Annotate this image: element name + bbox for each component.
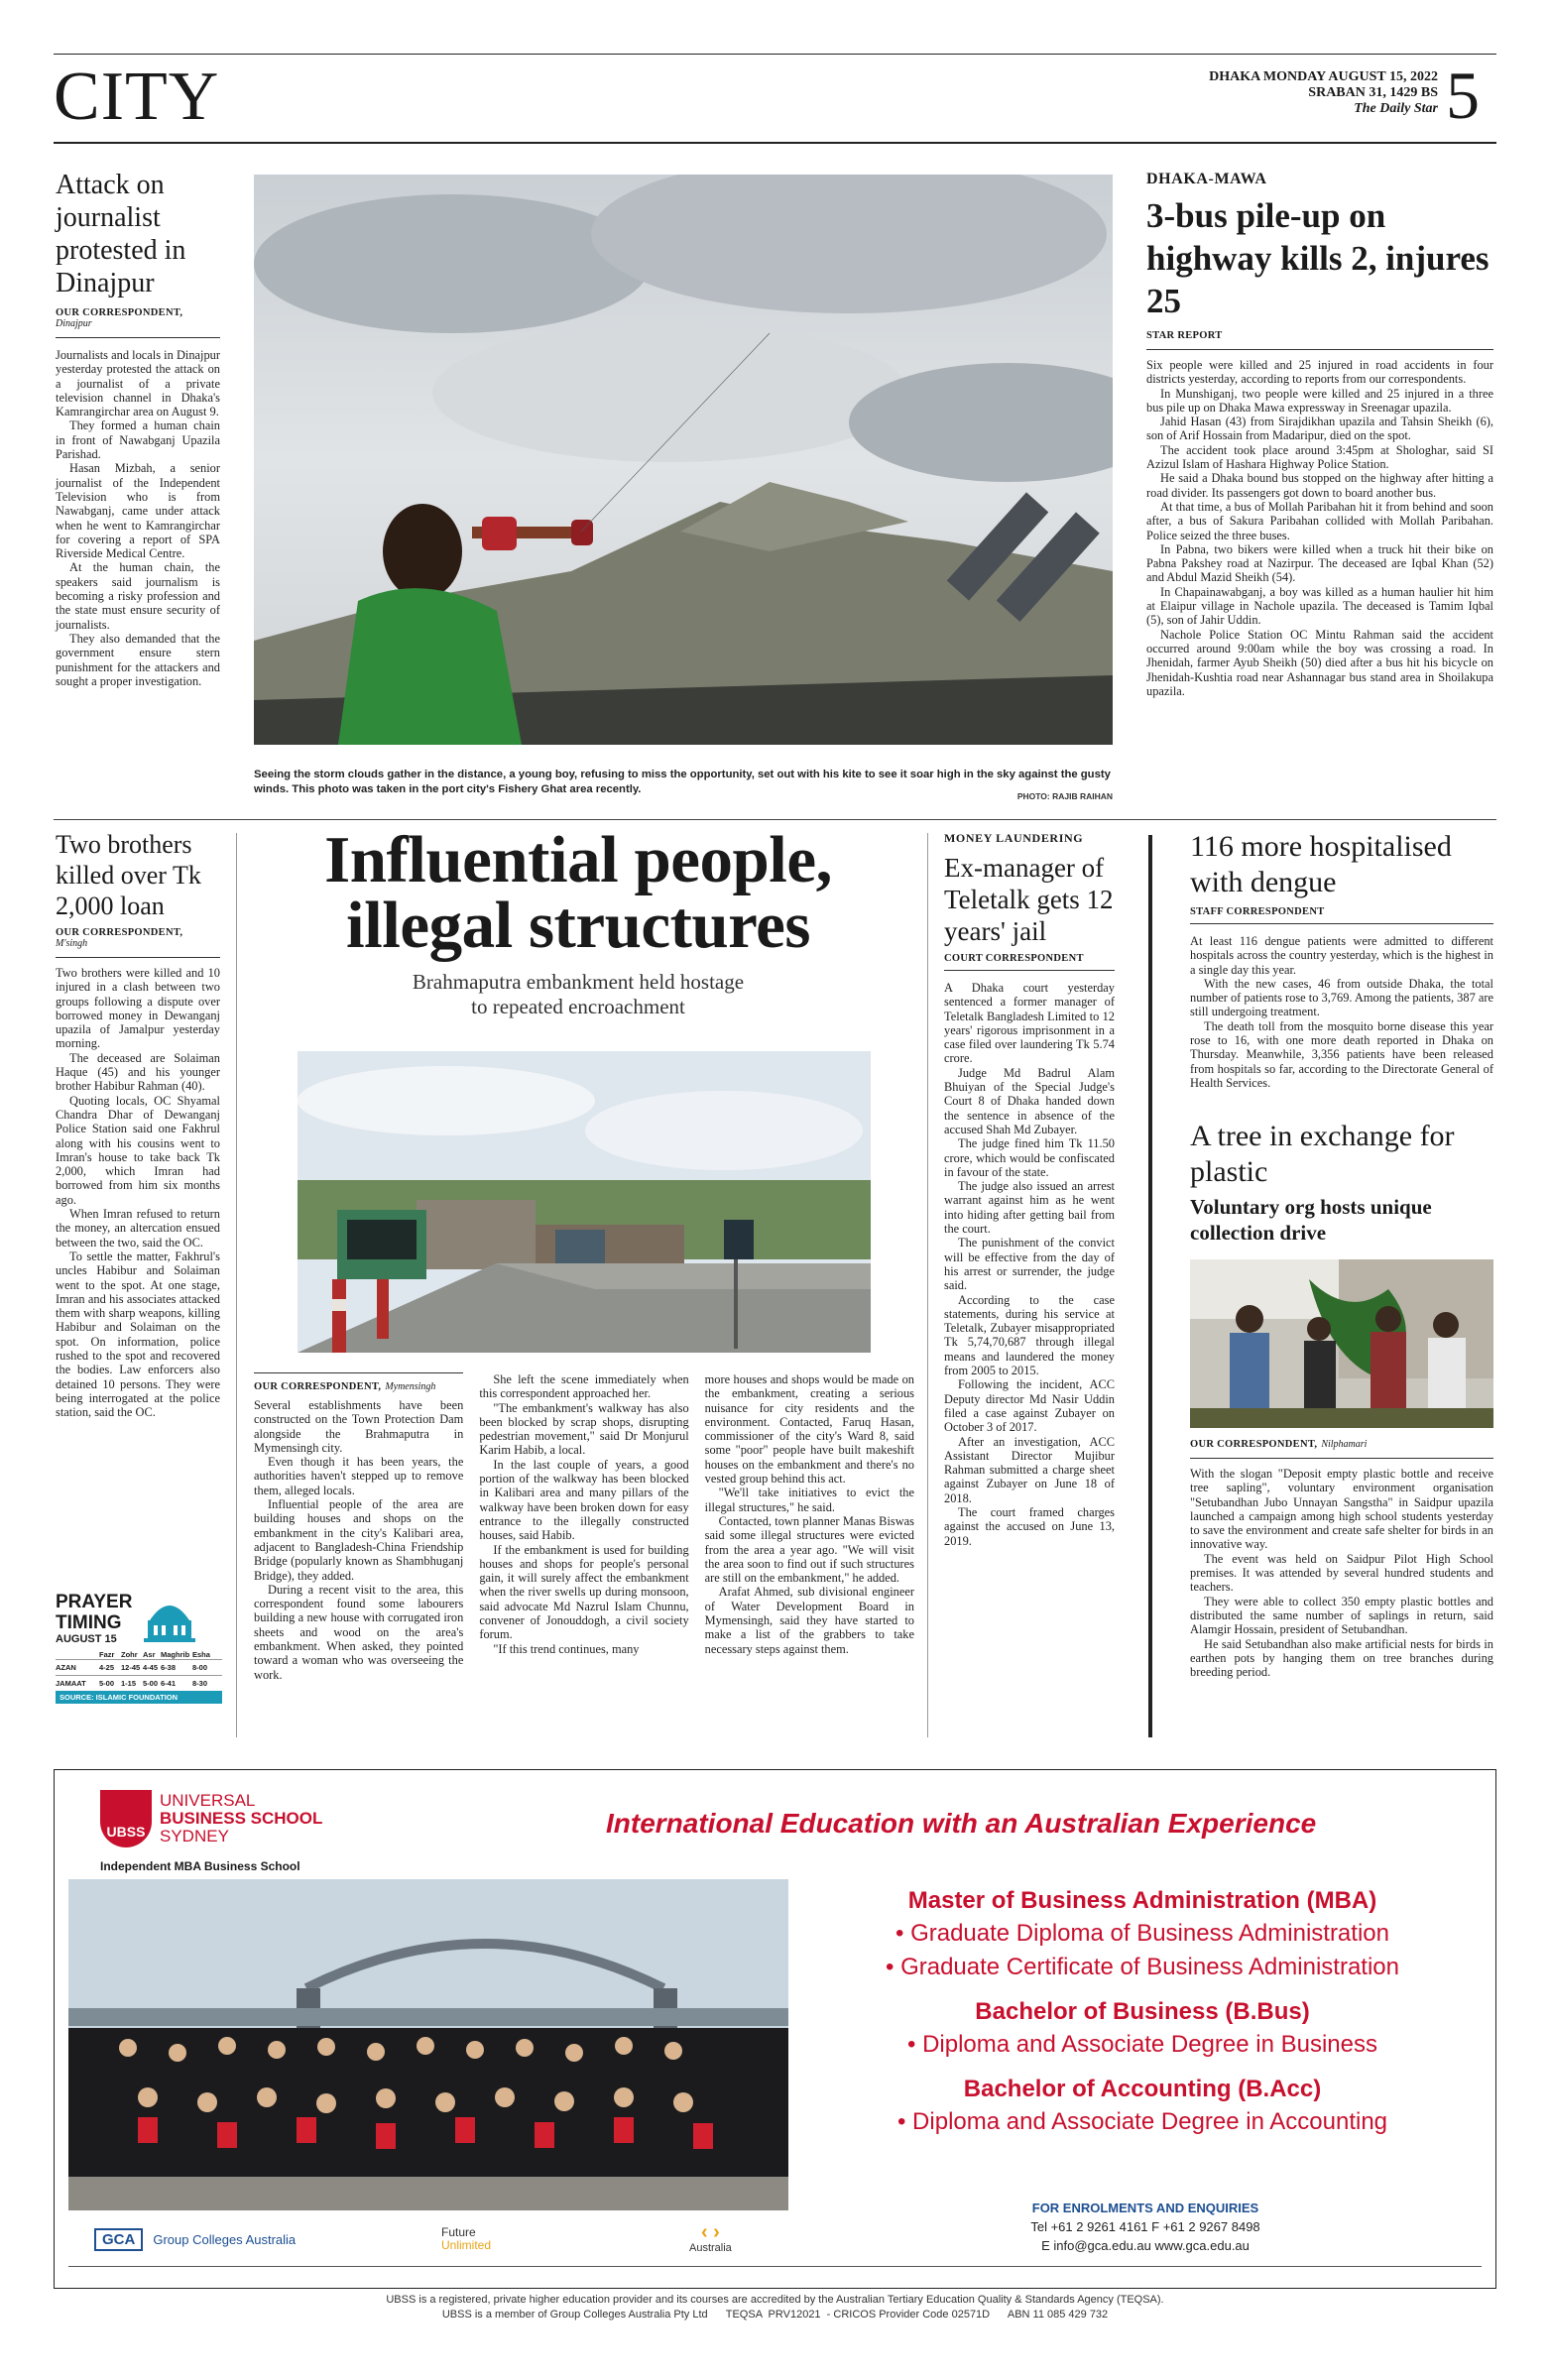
- prayer-title: [56, 1592, 132, 1646]
- teletalk-p1: A Dhaka court yesterday sentenced a former manager of Teletalk Bangladesh Limited to 12 years' rigorous imprisonment in a case filed over laundering Tk 5.74 crore.: [944, 981, 1115, 1066]
- main-byline-block: [254, 1372, 463, 1394]
- australia-logo: [689, 2222, 732, 2254]
- program-list: [800, 1885, 1485, 2139]
- brothers-story: [56, 829, 220, 1420]
- bus-p8: In Chapainawabganj, a boy was killed as a human haulier hit him at Elaipur village in Nachole upazila. The deceased is Tamim Iqbal (5), son of Jahir Uddin.: [1146, 584, 1493, 628]
- tree-headline: A tree in exchange for plastic: [1190, 1120, 1455, 1188]
- bus-p3: Jahid Hasan (43) from Sirajdikhan upazila and Tahsin Sheikh (6), son of Arif Hossain from Madaripur, died on the spot.: [1146, 415, 1493, 443]
- future-unlimited-logo: [441, 2226, 491, 2252]
- prayer-header: [56, 1591, 222, 1646]
- enrol-phone: Tel +61 2 9261 4161 F +61 2 9267 8498: [1030, 2219, 1260, 2234]
- unlimited-text: Unlimited: [441, 2238, 492, 2252]
- prayer-head-asr: Asr: [143, 1650, 156, 1659]
- teletalk-story: [944, 831, 1115, 1548]
- prayer-head-esha: Esha: [192, 1650, 210, 1659]
- brothers-p4: When Imran refused to return the money, an altercation ensued between the two, said the OC.: [56, 1207, 220, 1250]
- prayer-jamaat-time: 8-30: [192, 1679, 208, 1688]
- brothers-place: M'singh: [56, 938, 88, 949]
- enrolment-contact: [947, 2199, 1344, 2255]
- enrol-email[interactable]: E info@gca.edu.au www.gca.edu.au: [1041, 2238, 1250, 2253]
- bus-p5: He said a Dhaka bound bus stopped on the highway after hitting a road divider. Its passengers got down to board another bus.: [1146, 471, 1493, 500]
- dinajpur-p3: Hasan Mizbah, a senior journalist of the Independent Television who is from Nawabganj, came under attack when he went to Kamrangirchar for covering a report of SPA Riverside Medical Centre.: [56, 461, 220, 561]
- teletalk-p3: The judge fined him Tk 11.50 crore, which would be confiscated in favour of the state.: [944, 1136, 1115, 1179]
- kite-boy-photo: [254, 175, 1113, 745]
- main-c3-p4: Arafat Ahmed, sub divisional engineer of Water Development Board in Mymensingh, said they have started to make a list of the grabbers to take necessary steps against them.: [704, 1585, 914, 1656]
- bus-p2: In Munshiganj, two people were killed and 25 injured in a three bus pile up on Dhaka Mawa expressway in Sreenagar upazila.: [1146, 386, 1493, 415]
- ad-footer-line1: UBSS is a registered, private higher education provider and its courses are accredited by the Australian Tertiary Education Quality & Standards Agency (TEQSA).: [386, 2294, 1164, 2306]
- ubss-tagline: Independent MBA Business School: [100, 1859, 300, 1873]
- main-col-3: [705, 1372, 914, 1682]
- prayer-azan-time: 4-45: [143, 1663, 159, 1672]
- tree-photo: [1190, 1259, 1493, 1428]
- top-rule: [54, 54, 1496, 55]
- dinajpur-headline: Attack on journalist protested in Dinajpur: [56, 170, 186, 298]
- brothers-byline: OUR CORRESPONDENT,: [56, 927, 183, 938]
- gca-name: Group Colleges Australia: [153, 2232, 297, 2247]
- ubss-name-2: BUSINESS SCHOOL: [160, 1809, 323, 1828]
- program-bacc-item: • Diploma and Associate Degree in Accounting: [896, 2108, 1388, 2135]
- brothers-body: [56, 957, 220, 1420]
- ubss-logo: [100, 1790, 322, 1847]
- enrol-title: FOR ENROLMENTS AND ENQUIRIES: [1031, 2201, 1259, 2215]
- ubss-name-3: SYDNEY: [160, 1827, 229, 1845]
- tree-illustration: [1190, 1259, 1493, 1428]
- bus-headline: 3-bus pile-up on highway kills 2, injures 25: [1146, 196, 1490, 320]
- program-bacc-title: Bachelor of Accounting (B.Acc): [963, 2076, 1322, 2102]
- gca-badge: GCA: [94, 2228, 143, 2251]
- program-bbus: [800, 1996, 1485, 2062]
- masthead-rule: [54, 142, 1496, 144]
- program-mba: [800, 1885, 1485, 1984]
- ubss-shield-icon: UBSS: [100, 1790, 152, 1847]
- dinajpur-p2: They formed a human chain in front of Nawabganj Upazila Parishad.: [56, 418, 220, 462]
- bus-p1: Six people were killed and 25 injured in road accidents in four districts yesterday, according to reports from our correspondents.: [1146, 358, 1493, 387]
- graduation-photo: [68, 1879, 788, 2210]
- dinajpur-p4: At the human chain, the speakers said journalism is becoming a risky profession and the state must ensure security of journalists.: [56, 560, 220, 632]
- tree-p1: With the slogan "Deposit empty plastic bottle and receive tree sapling", voluntary environment organisation "Setubandhan Jubo Unnayan Sangstha" in Saidpur upazila launched a campaign among high school students yesterday to save the environment and create safe shelter for birds in an innovative way.: [1190, 1467, 1493, 1552]
- ubss-advertisement[interactable]: [54, 1769, 1496, 2289]
- main-col-1: [254, 1372, 463, 1682]
- bus-p9: Nachole Police Station OC Mintu Rahman said the accident occurred around 9:00am while the boy was crossing a road. In Jhenidah, farmer Ayub Sheikh (50) died after a bus hit his bicycle on Jhenidah-Kushtia road near Ashannagar bus stand area in Shoilakupa upazila.: [1146, 627, 1493, 698]
- main-c2-p5: "If this trend continues, many: [493, 1641, 640, 1656]
- prayer-azan-time: 8-00: [192, 1663, 208, 1672]
- program-bacc: [800, 2074, 1485, 2139]
- teletalk-p9: The court framed charges against the accused on June 13, 2019.: [944, 1504, 1115, 1548]
- prayer-table: [56, 1650, 222, 1704]
- prayer-row-azan: [56, 1659, 222, 1675]
- bus-byline: STAR REPORT: [1146, 330, 1223, 341]
- prayer-azan-time: 6-38: [161, 1663, 177, 1672]
- col-divider-main-teletalk: [927, 833, 928, 1737]
- photo-credit: PHOTO: RAJIB RAIHAN: [1016, 791, 1113, 801]
- main-byline: OUR CORRESPONDENT,: [254, 1381, 382, 1392]
- prayer-title-2: TIMING: [56, 1611, 122, 1633]
- ad-footer-line2: UBSS is a member of Group Colleges Australia Pty Ltd TEQSA PRV12021 - CRICOS Provider Code 02571D ABN 11 085 429 732: [441, 2309, 1109, 2320]
- embankment-photo: [298, 1051, 871, 1353]
- prayer-head-fazr: Fazr: [99, 1650, 115, 1659]
- australia-text: Australia: [689, 2242, 732, 2254]
- australia-chevron-icon: ‹ ›: [700, 2221, 720, 2243]
- dengue-byline: STAFF CORRESPONDENT: [1190, 906, 1325, 917]
- tree-story: [1190, 1119, 1493, 1679]
- main-c2-p3: In the last couple of years, a good portion of the walkway has been blocked in Kalibari area and many pillars of the walkway have been broken down for easy entrance to the illegally constructed houses, said Habib.: [479, 1457, 689, 1543]
- tree-subhead: Voluntary org hosts unique collection drive: [1190, 1195, 1432, 1245]
- program-mba-item: • Graduate Diploma of Business Administration: [895, 1920, 1389, 1947]
- dinajpur-byline-block: [56, 307, 220, 329]
- prayer-jamaat-label: JAMAAT: [56, 1679, 86, 1688]
- prayer-row-jamaat: [56, 1675, 222, 1691]
- prayer-jamaat-time: 6-41: [161, 1679, 177, 1688]
- prayer-jamaat-time: 5-00: [143, 1679, 159, 1688]
- prayer-head-zohr: Zohr: [121, 1650, 138, 1659]
- main-c2-p4: If the embankment is used for building houses and shops for people's personal gain, it will surely affect the embankment when the river swells up during monsoon, said advocate Md Nazrul Islam Chunnu, convener of Jonouddogh, a civil society forum.: [479, 1542, 689, 1642]
- brothers-p2: The deceased are Solaiman Haque (45) and his younger brother Habibur Rahman (40).: [56, 1050, 220, 1094]
- ad-headline: International Education with an Australian Experience: [606, 1808, 1317, 1839]
- tree-byline: OUR CORRESPONDENT,: [1190, 1439, 1318, 1450]
- dengue-p1: At least 116 dengue patients were admitted to different hospitals across the country yesterday, which is the highest in a single day this year.: [1190, 934, 1493, 977]
- program-bbus-item: • Diploma and Associate Degree in Business: [907, 2031, 1377, 2058]
- ubss-name: [160, 1792, 322, 1845]
- main-subhead-line1: Brahmaputra embankment held hostage: [412, 970, 745, 994]
- main-body: [254, 1372, 914, 1682]
- main-c1-p1: Several establishments have been constructed on the Town Protection Dam alongside the Brahmaputra in Mymensingh city.: [254, 1398, 464, 1455]
- teletalk-body: [944, 970, 1115, 1548]
- prayer-title-1: PRAYER: [56, 1591, 133, 1612]
- bus-p7: In Pabna, two bikers were killed when a truck hit their bike on Pabna Pakshey road at Nazirpur. The deceased are Iqbal Khan (52) and Abdul Mazid Sheikh (54).: [1146, 541, 1493, 585]
- teletalk-p8: After an investigation, ACC Assistant Director Mujibur Rahman submitted a charge sheet against Zubayer on June 18 of 2018.: [944, 1434, 1115, 1505]
- kite-boy-illustration: [254, 175, 1113, 745]
- prayer-jamaat-time: 5-00: [99, 1679, 115, 1688]
- graduation-illustration: [68, 1879, 788, 2210]
- embankment-illustration: [298, 1051, 871, 1353]
- teletalk-kicker: MONEY LAUNDERING: [944, 831, 1084, 845]
- brothers-p3: Quoting locals, OC Shyamal Chandra Dhar of Dewanganj Police Station said one Fakhrul along with his cousins went to Imran's house to take back Tk 2,000, which Imran had borrowed from him six months ago.: [56, 1093, 220, 1207]
- program-bbus-title: Bachelor of Business (B.Bus): [975, 1998, 1310, 2025]
- main-c2-p2: "The embankment's walkway has also been blocked by scrap shops, disrupting pedestrian movement," said Dr Monjurul Karim Habib, a local.: [479, 1400, 689, 1458]
- ad-footer: [54, 2293, 1496, 2322]
- paper-name: The Daily Star: [1354, 101, 1438, 116]
- dinajpur-byline: OUR CORRESPONDENT,: [56, 307, 183, 318]
- brothers-p5: To settle the matter, Fakhrul's uncles Habibur and Solaiman went to the spot. At one stage, Imran and his associates attacked them with sharp weapons, killing Habibur and Solaiman on the spot. On information, police rushed to the spot and recovered the bodies. Law enforcers also detained 10 persons. They were being interrogated at the police station, said the OC.: [56, 1249, 220, 1420]
- main-columns: [254, 1372, 914, 1682]
- main-c2-p1: She left the scene immediately when this correspondent approached her.: [479, 1372, 689, 1401]
- main-c1-p4: During a recent visit to the area, this correspondent found some labourers building a new house with corrugated iron sheets and wood on the area's embankment. When asked, they pointed toward a woman who was overseeing the work.: [254, 1582, 464, 1682]
- teletalk-byline: COURT CORRESPONDENT: [944, 953, 1084, 964]
- prayer-jamaat-time: 1-15: [121, 1679, 137, 1688]
- teletalk-p4: The judge also issued an arrest warrant against him as he went into hiding after getting bail from the court.: [944, 1179, 1115, 1237]
- prayer-azan-time: 12-45: [121, 1663, 141, 1672]
- dinajpur-body: [56, 337, 220, 688]
- photo-caption: Seeing the storm clouds gather in the distance, a young boy, refusing to miss the opportunity, set out with his kite to see it soar high in the sky against the gusty winds. This photo was taken in the port city's Fishery Ghat area recently.: [254, 769, 1111, 795]
- dengue-body: [1190, 923, 1493, 1090]
- teletalk-p7: Following the incident, ACC Deputy director Md Nasir Uddin filed a case against Zubayer on October 3 of 2017.: [944, 1377, 1115, 1435]
- main-c3-p1: more houses and shops would be made on the embankment, creating a serious nuisance for city residents and the environment. Contacted, Faruq Hasan, commissioner of the city's Ward 8, said some "poor" people have built makeshift houses on the embankment and there's no vested group behind this act.: [704, 1372, 914, 1487]
- main-subhead: [254, 970, 902, 1019]
- main-col-2: [479, 1372, 688, 1682]
- bus-kicker: DHAKA-MAWA: [1146, 171, 1267, 187]
- dateline-date: DHAKA MONDAY AUGUST 15, 2022: [1209, 69, 1438, 84]
- tree-p2: The event was held on Saidpur Pilot High School premises. It was attended by several hundred students and teachers.: [1190, 1551, 1493, 1595]
- top-section-divider: [54, 819, 1496, 820]
- prayer-azan-time: 4-25: [99, 1663, 115, 1672]
- main-col-1-text: [254, 1398, 463, 1682]
- col-divider-thick: [1148, 835, 1152, 1737]
- teletalk-p5: The punishment of the convict will be effective from the day of his arrest or surrender, the judge said.: [944, 1236, 1115, 1293]
- dinajpur-place: Dinajpur: [56, 318, 92, 329]
- prayer-source: SOURCE: ISLAMIC FOUNDATION: [56, 1691, 222, 1704]
- prayer-table-head: [56, 1650, 222, 1659]
- dinajpur-p5: They also demanded that the government ensure stern punishment for the attackers and sought a proper investigation.: [56, 631, 220, 688]
- gca-logo: [94, 2228, 296, 2251]
- mosque-icon: [140, 1591, 199, 1646]
- dengue-p3: The death toll from the mosquito borne disease this year rose to 16, with one more death reported in Dhaka on Thursday. Meanwhile, 3,356 patients have been released from hospitals so far, according to the Directorate General of Health Services.: [1190, 1018, 1493, 1090]
- dengue-p2: With the new cases, 46 from outside Dhaka, the total number of patients rose to 3,769. Among the patients, 387 are still undergoing treatment.: [1190, 976, 1493, 1019]
- brothers-byline-block: [56, 927, 220, 949]
- section-title: CITY: [54, 59, 220, 135]
- bus-story: [1146, 171, 1493, 698]
- main-headline-line1: Influential people,: [324, 823, 832, 896]
- brothers-p1: Two brothers were killed and 10 injured in a clash between two groups following a dispute over borrowed money in Dewanganj upazila of Jamalpur yesterday morning.: [56, 966, 220, 1051]
- main-subhead-line2: to repeated encroachment: [471, 995, 685, 1018]
- bus-p4: The accident took place around 3:45pm at Shologhar, said SI Azizul Islam of Hashara Highway Police Station.: [1146, 442, 1493, 472]
- dinajpur-p1: Journalists and locals in Dinajpur yesterday protested the attack on a journalist of a private television channel in Dhaka's Kamrangirchar area on August 9.: [56, 348, 220, 419]
- program-mba-title: Master of Business Administration (MBA): [907, 1887, 1377, 1914]
- main-c1-p3: Influential people of the area are building houses and shops on the embankment in the city's Kalibari area, adjacent to Bangladesh-China Friendship Bridge (popularly known as Shambhuganj Bridge), they added.: [254, 1497, 464, 1583]
- tree-place: Nilphamari: [1321, 1439, 1368, 1450]
- prayer-head-maghrib: Maghrib: [161, 1650, 190, 1659]
- prayer-date: AUGUST 15: [56, 1632, 117, 1645]
- dengue-headline: 116 more hospitalised with dengue: [1190, 830, 1452, 898]
- teletalk-headline: Ex-manager of Teletalk gets 12 years' jail: [944, 853, 1114, 946]
- bus-body: [1146, 349, 1493, 698]
- page-number: 5: [1446, 58, 1480, 133]
- tree-byline-block: [1190, 1434, 1493, 1452]
- tree-p4: He said Setubandhan also make artificial nests for birds in earthen pots by hanging them on tree branches during breeding period.: [1190, 1636, 1493, 1680]
- dengue-story: [1190, 829, 1493, 1090]
- tree-p3: They were able to collect 350 empty plastic bottles and distributed the same number of saplings in return, said Alamgir Hossain, president of Setubandhan.: [1190, 1594, 1493, 1637]
- ubss-name-1: UNIVERSAL: [160, 1791, 256, 1810]
- main-headline: [254, 823, 902, 962]
- teletalk-p2: Judge Md Badrul Alam Bhuiyan of the Special Judge's Court 8 of Dhaka handed down the sentence in absence of the accused Shah Md Zubayer.: [944, 1065, 1115, 1136]
- prayer-timing-box: [56, 1591, 222, 1704]
- program-mba-item: • Graduate Certificate of Business Administration: [886, 1954, 1399, 1980]
- ad-footer-rule: [68, 2266, 1482, 2267]
- bus-p6: At that time, a bus of Mollah Paribahan hit it from behind and soon after, a bus of Sakura Paribahan collided with Mollah Paribahan. Police seized the three buses.: [1146, 499, 1493, 542]
- dinajpur-story: [56, 169, 220, 688]
- dateline: [1101, 69, 1438, 117]
- main-headline-line2: illegal structures: [346, 889, 810, 962]
- prayer-azan-label: AZAN: [56, 1663, 76, 1672]
- main-place: Mymensingh: [385, 1381, 436, 1392]
- main-c3-p2: "We'll take initiatives to evict the illegal structures," he said.: [704, 1486, 914, 1514]
- future-text: Future: [441, 2225, 476, 2239]
- main-c3-p3: Contacted, town planner Manas Biswas said some illegal structures were evicted from the area a year ago. "We will visit the area soon to find out if such structures are still on the embankment," he added.: [704, 1513, 914, 1586]
- col-divider-left: [236, 833, 237, 1737]
- main-c1-p2: Even though it has been years, the authorities haven't stepped up to remove them, alleged locals.: [254, 1455, 464, 1497]
- dateline-bengali: SRABAN 31, 1429 BS: [1308, 85, 1438, 100]
- brothers-headline: Two brothers killed over Tk 2,000 loan: [56, 830, 201, 920]
- tree-body: [1190, 1458, 1493, 1679]
- teletalk-p6: According to the case statements, during his service at Teletalk, Zubayer misappropriated Tk 5,74,70,687 through illegal means and laundered the money from 2005 to 2015.: [944, 1292, 1115, 1378]
